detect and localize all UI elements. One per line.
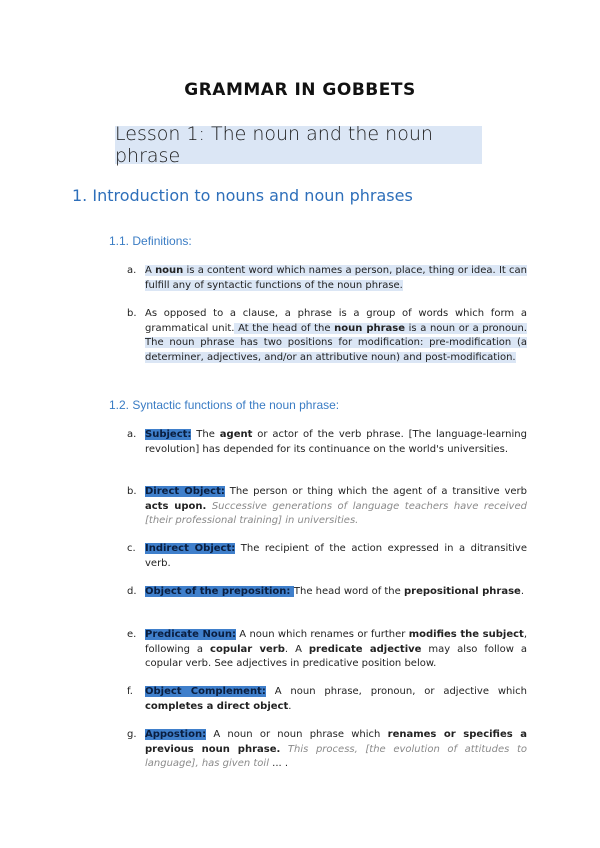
text: As opposed to a clause, a phrase is a group of words which form a grammatical unit.: [145, 308, 527, 334]
text: The: [191, 429, 220, 440]
function-item-object-complement: [127, 685, 527, 714]
function-item-subject: [127, 428, 527, 457]
definition-item-b: [127, 307, 527, 365]
text: At the head of the: [234, 322, 335, 334]
text: .: [520, 586, 524, 597]
text: The head word of the: [293, 586, 404, 597]
function-item-direct-object: [127, 485, 527, 529]
term-label: Appostion:: [145, 729, 207, 740]
subsection-heading-functions: 1.2. Syntactic functions of the noun phrase:: [109, 398, 340, 412]
section-heading: 1. Introduction to nouns and noun phrases: [72, 186, 413, 205]
text: is a content word which names a person, place, thing or idea. It can fulfill any of syntactic functions of the noun phrase.: [145, 265, 527, 291]
term-label: Predicate Noun:: [145, 629, 236, 640]
text: The person or thing which the agent of a transitive verb: [224, 486, 527, 497]
bold-term: completes a direct object: [145, 700, 289, 712]
subsection-heading-definitions: 1.1. Definitions:: [109, 234, 192, 248]
text: A noun phrase, pronoun, or adjective which: [265, 686, 527, 697]
term-label: Object of the preposition:: [145, 586, 294, 597]
lesson-title-box: [115, 123, 482, 167]
text: . A: [284, 643, 309, 655]
bold-term: noun: [155, 265, 184, 276]
text: is a noun or a pronoun. The noun phrase has two positions for modification: pre-modification (a determiner, adjectives, and/or an attributive noun) and post-modification.: [145, 322, 527, 363]
term-label: Subject:: [145, 429, 192, 440]
function-item-appostion: [127, 728, 527, 772]
list-marker: b.: [127, 308, 137, 319]
bold-term: copular verb: [210, 643, 285, 655]
text: A noun which renames or further: [235, 629, 409, 640]
list-marker: b.: [127, 486, 137, 497]
function-item-object-of-preposition: [127, 585, 527, 600]
text: may also follow a copular verb. See adjectives in predicative position below.: [145, 643, 527, 669]
text: The recipient of the action expressed in a ditransitive verb.: [145, 543, 528, 569]
bold-term: agent: [219, 429, 253, 440]
text: .: [288, 700, 292, 712]
list-marker: d.: [127, 586, 137, 597]
lesson-title: Lesson 1: The noun and the noun phrase: [115, 123, 433, 167]
bold-term: acts upon.: [145, 500, 207, 512]
bold-term: predicate adjective: [308, 643, 422, 655]
term-label: Indirect Object:: [145, 543, 236, 554]
text: A noun or noun phrase which: [206, 729, 388, 740]
document-title: GRAMMAR IN GOBBETS: [184, 80, 416, 100]
bold-term: prepositional phrase: [403, 586, 521, 597]
bold-term: modifies the subject: [408, 629, 524, 640]
definition-item-a: [127, 264, 527, 293]
list-marker: e.: [127, 629, 137, 640]
example-text: This process, [the evolution of attitudes to language], has given toil: [145, 743, 527, 769]
text: , following a: [145, 629, 527, 655]
list-marker: f.: [127, 686, 133, 697]
bold-term: noun phrase: [334, 322, 406, 334]
bold-term: renames or specifies a previous noun phrase.: [145, 729, 527, 755]
list-marker: g.: [127, 729, 137, 740]
list-marker: c.: [127, 543, 136, 554]
term-label: Direct Object:: [145, 486, 225, 497]
function-item-predicate-noun: [127, 628, 527, 672]
text: A: [145, 265, 156, 276]
term-label: Object Complement:: [145, 686, 266, 697]
example-text: Successive generations of language teachers have received [their professional training] in universities.: [145, 500, 527, 526]
text: or actor of the verb phrase. [The language-learning revolution] has depended for its continuance on the world's universities.: [145, 429, 527, 455]
list-marker: a.: [127, 429, 137, 440]
list-marker: a.: [127, 265, 137, 276]
function-item-indirect-object: [127, 542, 527, 571]
text: ... .: [268, 758, 289, 769]
